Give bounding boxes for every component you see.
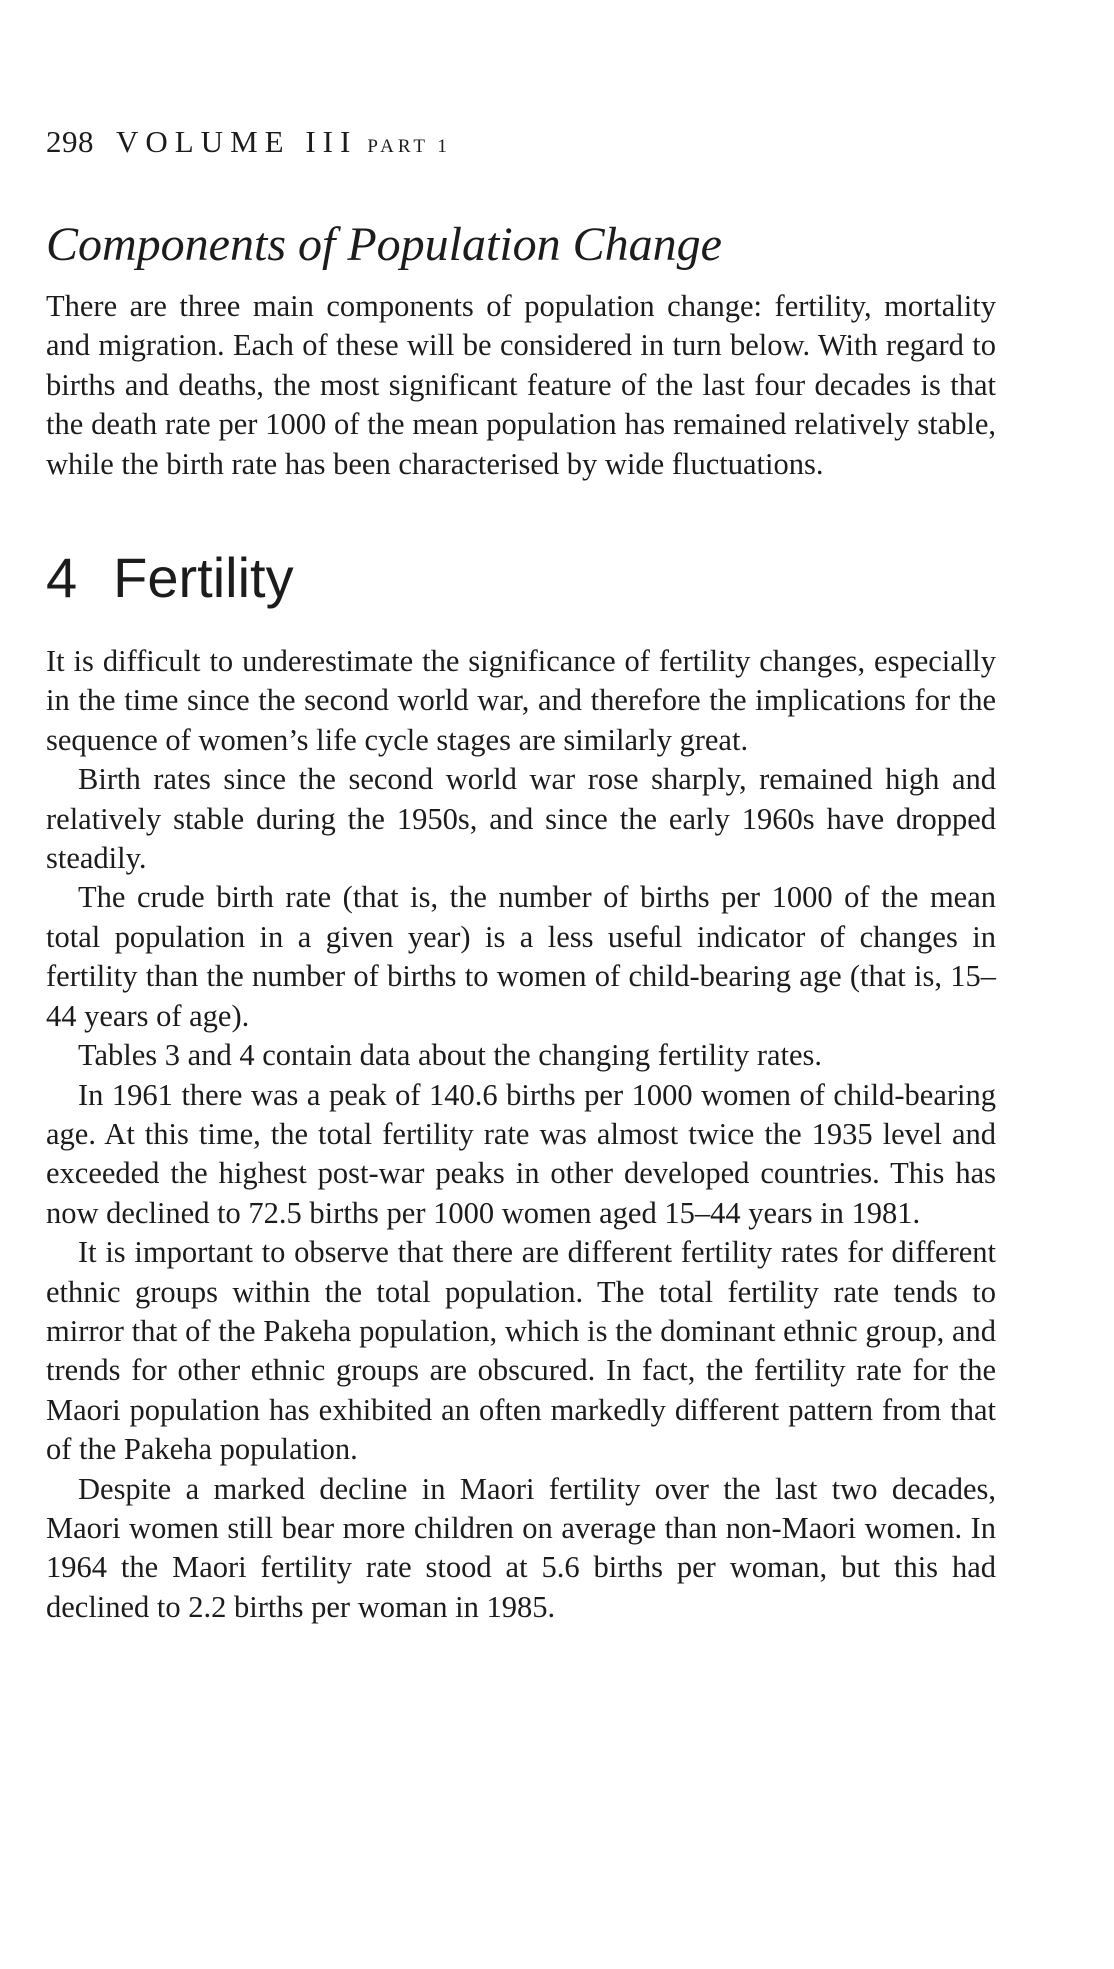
section-title: Components of Population Change — [46, 218, 722, 271]
chapter-body — [46, 642, 996, 1627]
document-page — [46, 122, 996, 1627]
running-head — [46, 122, 996, 167]
part-label: PART 1 — [367, 136, 451, 157]
section-paragraph: There are three main components of population change: fertility, mortality and migration. Each of these will be considered in turn below. With regard to births and deaths, the most significant feature of the last four decades is that the death rate per 1000 of the mean population has remained relatively stable, while the birth rate has been characterised by wide fluctuations. — [46, 289, 996, 481]
body-paragraph: Tables 3 and 4 contain data about the changing fertility rates. — [78, 1038, 823, 1073]
body-paragraph: It is important to observe that there are different fertility rates for different ethnic groups within the total population. The total fertility rate tends to mirror that of the Pakeha population, which is the dominant ethnic group, and trends for other ethnic groups are obscured. In fact, the fertility rate for the Maori population has exhibited an often markedly different pattern from that of the Pakeha population. — [46, 1235, 996, 1467]
body-paragraph: Birth rates since the second world war rose sharply, remained high and relatively stable during the 1950s, and since the early 1960s have dropped steadily. — [46, 762, 996, 876]
body-paragraph: It is difficult to underestimate the significance of fertility changes, especially in the time since the second world war, and therefore the implications for the sequence of women’s life cycle stages are similarly great. — [46, 644, 996, 757]
body-paragraph: The crude birth rate (that is, the number of births per 1000 of the mean total population in a given year) is a less useful indicator of changes in fertility than the number of births to women of child-bearing age (that is, 15–44 years of age). — [46, 880, 996, 1033]
chapter-heading — [46, 546, 996, 610]
section-body — [46, 287, 996, 484]
chapter-number: 4 — [46, 546, 78, 610]
page-number: 298 — [46, 124, 94, 159]
chapter-title: Fertility — [113, 546, 294, 610]
volume-label: VOLUME III — [116, 124, 358, 159]
body-paragraph: Despite a marked decline in Maori fertility over the last two decades, Maori women still bear more children on average than non-Maori women. In 1964 the Maori fertility rate stood at 5.6 births per woman, but this had declined to 2.2 births per woman in 1985. — [46, 1471, 996, 1624]
body-paragraph: In 1961 there was a peak of 140.6 births per 1000 women of child-bearing age. At this time, the total fertility rate was almost twice the 1935 level and exceeded the highest post-war peaks in other developed countries. This has now declined to 72.5 births per 1000 women aged 15–44 years in 1981. — [46, 1077, 996, 1230]
